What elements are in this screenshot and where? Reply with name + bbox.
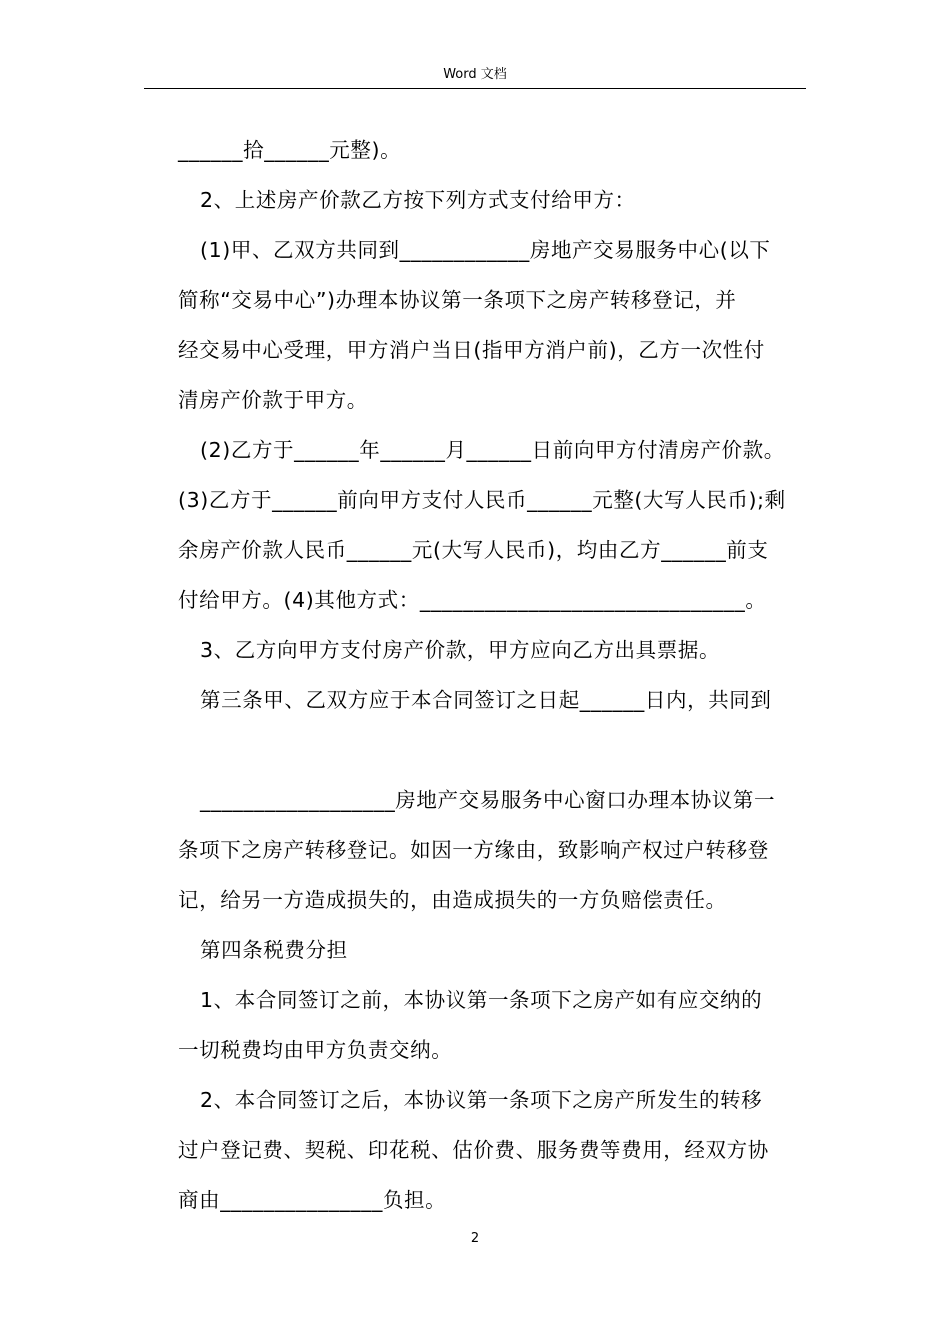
text-line: 1、本合同签订之前，本协议第一条项下之房产如有应交纳的 xyxy=(200,988,763,1012)
text-line: 付给甲方。(4)其他方式：______________________________。 xyxy=(178,588,767,612)
section-heading: 第四条税费分担 xyxy=(200,938,348,962)
text-line: (2)乙方于______年______月______日前向甲方付清房产价款。 xyxy=(200,438,785,462)
text-line: 清房产价款于甲方。 xyxy=(178,388,368,412)
text-line: 经交易中心受理，甲方消户当日(指甲方消户前)，乙方一次性付 xyxy=(178,338,765,362)
text-line: (3)乙方于______前向甲方支付人民币______元整(大写人民币);剩 xyxy=(178,488,786,512)
text-line: 一切税费均由甲方负责交纳。 xyxy=(178,1038,453,1062)
text-line: ______拾______元整)。 xyxy=(178,138,402,162)
text-line: 记，给另一方造成损失的，由造成损失的一方负赔偿责任。 xyxy=(178,888,727,912)
text-line: 2、本合同签订之后，本协议第一条项下之房产所发生的转移 xyxy=(200,1088,763,1112)
page-number: 2 xyxy=(470,1231,480,1246)
text-line: 余房产价款人民币______元(大写人民币)，均由乙方______前支 xyxy=(178,538,769,562)
page-header: Word 文档 xyxy=(443,67,507,82)
header-rule xyxy=(144,88,806,89)
text-line: 过户登记费、契税、印花税、估价费、服务费等费用，经双方协 xyxy=(178,1138,769,1162)
text-line: __________________房地产交易服务中心窗口办理本协议第一 xyxy=(200,788,776,812)
text-line: (1)甲、乙双方共同到____________房地产交易服务中心(以下 xyxy=(200,238,771,262)
text-line: 商由_______________负担。 xyxy=(178,1188,447,1212)
text-line: 简称“交易中心”)办理本协议第一条项下之房产转移登记，并 xyxy=(178,288,737,312)
text-line: 第三条甲、乙双方应于本合同签订之日起______日内，共同到 xyxy=(200,688,772,712)
text-line: 3、乙方向甲方支付房产价款，甲方应向乙方出具票据。 xyxy=(200,638,721,662)
text-line: 2、上述房产价款乙方按下列方式支付给甲方： xyxy=(200,188,636,212)
text-line: 条项下之房产转移登记。如因一方缘由，致影响产权过户转移登 xyxy=(178,838,769,862)
